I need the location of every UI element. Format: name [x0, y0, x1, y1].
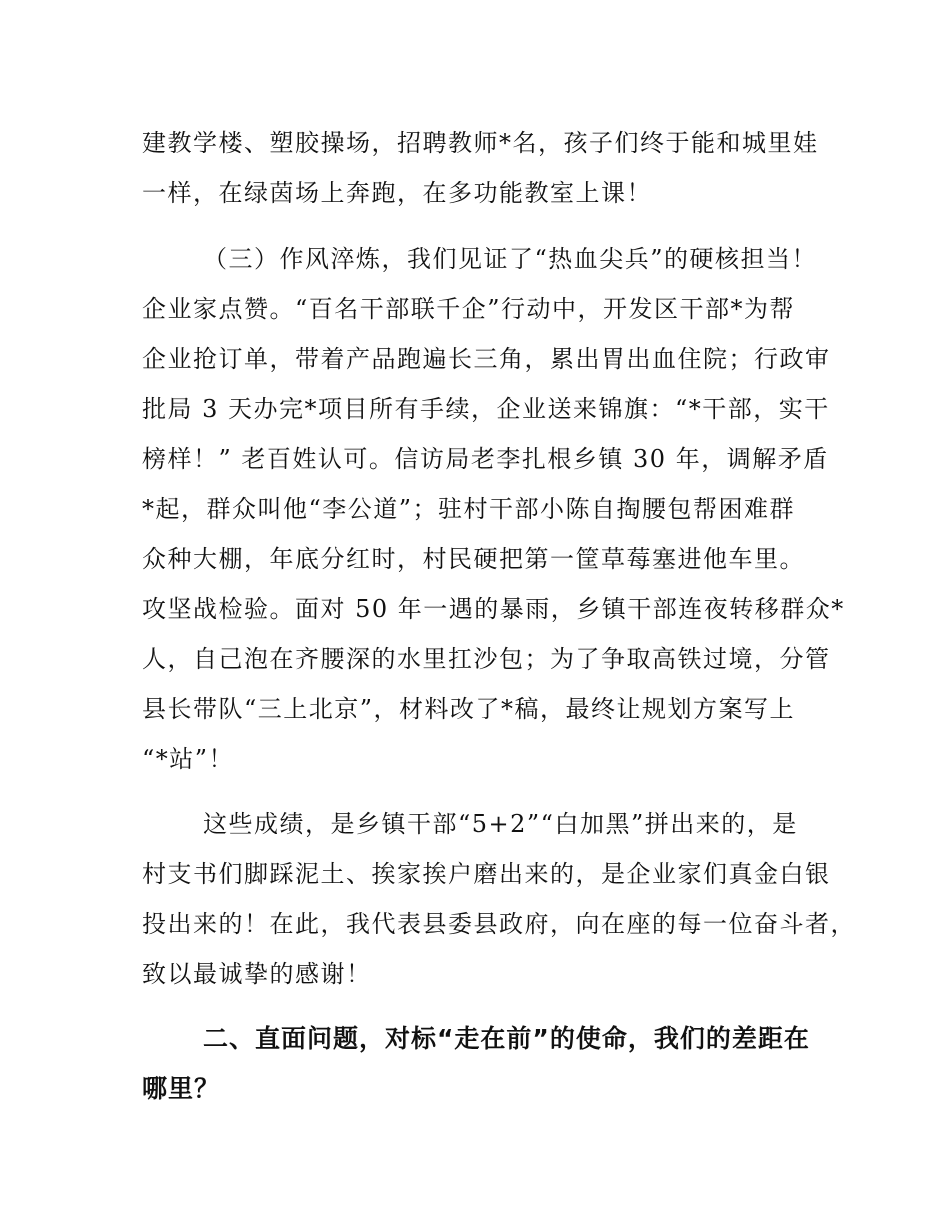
text-line: “*站”！ [142, 745, 235, 773]
section-subheading: （三）作风淬炼，我们见证了“热血尖兵”的硬核担当！ [203, 245, 818, 273]
text-line: 众种大棚，年底分红时，村民硬把第一筐草莓塞进他车里。 [142, 545, 805, 573]
section-heading: 二、直面问题，对标“走在前”的使命，我们的差距在 [203, 1024, 810, 1053]
text-line: 企业抢订单，带着产品跑遍长三角，累出胃出血住院；行政审 [142, 345, 831, 373]
text-line: 企业家点赞。“百名干部联千企”行动中，开发区干部*为帮 [142, 295, 796, 323]
text-line: 榜样！” 老百姓认可。信访局老李扎根乡镇 30 年，调解矛盾 [142, 445, 829, 473]
text-line: 建教学楼、塑胶操场，招聘教师*名，孩子们终于能和城里娃 [142, 129, 819, 157]
text-line: 人，自己泡在齐腰深的水里扛沙包；为了争取高铁过境，分管 [142, 645, 831, 673]
text-line: 村支书们脚踩泥土、挨家挨户磨出来的，是企业家们真金白银 [142, 860, 831, 888]
text-line: 投出来的！在此，我代表县委县政府，向在座的每一位奋斗者， [142, 910, 856, 938]
text-line: 县长带队“三上北京”，材料改了*稿，最终让规划方案写上 [142, 695, 796, 723]
text-line: 致以最诚挚的感谢！ [142, 960, 372, 988]
text-line: *起，群众叫他“李公道”；驻村干部小陈自掏腰包帮困难群 [142, 495, 796, 523]
paragraph-first-line: 这些成绩，是乡镇干部“5+2”“白加黑”拼出来的，是 [203, 810, 798, 838]
text-line: 一样，在绿茵场上奔跑，在多功能教室上课！ [142, 179, 652, 207]
text-line: 攻坚战检验。面对 50 年一遇的暴雨，乡镇干部连夜转移群众* [142, 595, 845, 623]
section-heading-continued: 哪里？ [142, 1074, 221, 1103]
text-line: 批局 3 天办完*项目所有手续，企业送来锦旗：“*干部，实干 [142, 395, 830, 423]
